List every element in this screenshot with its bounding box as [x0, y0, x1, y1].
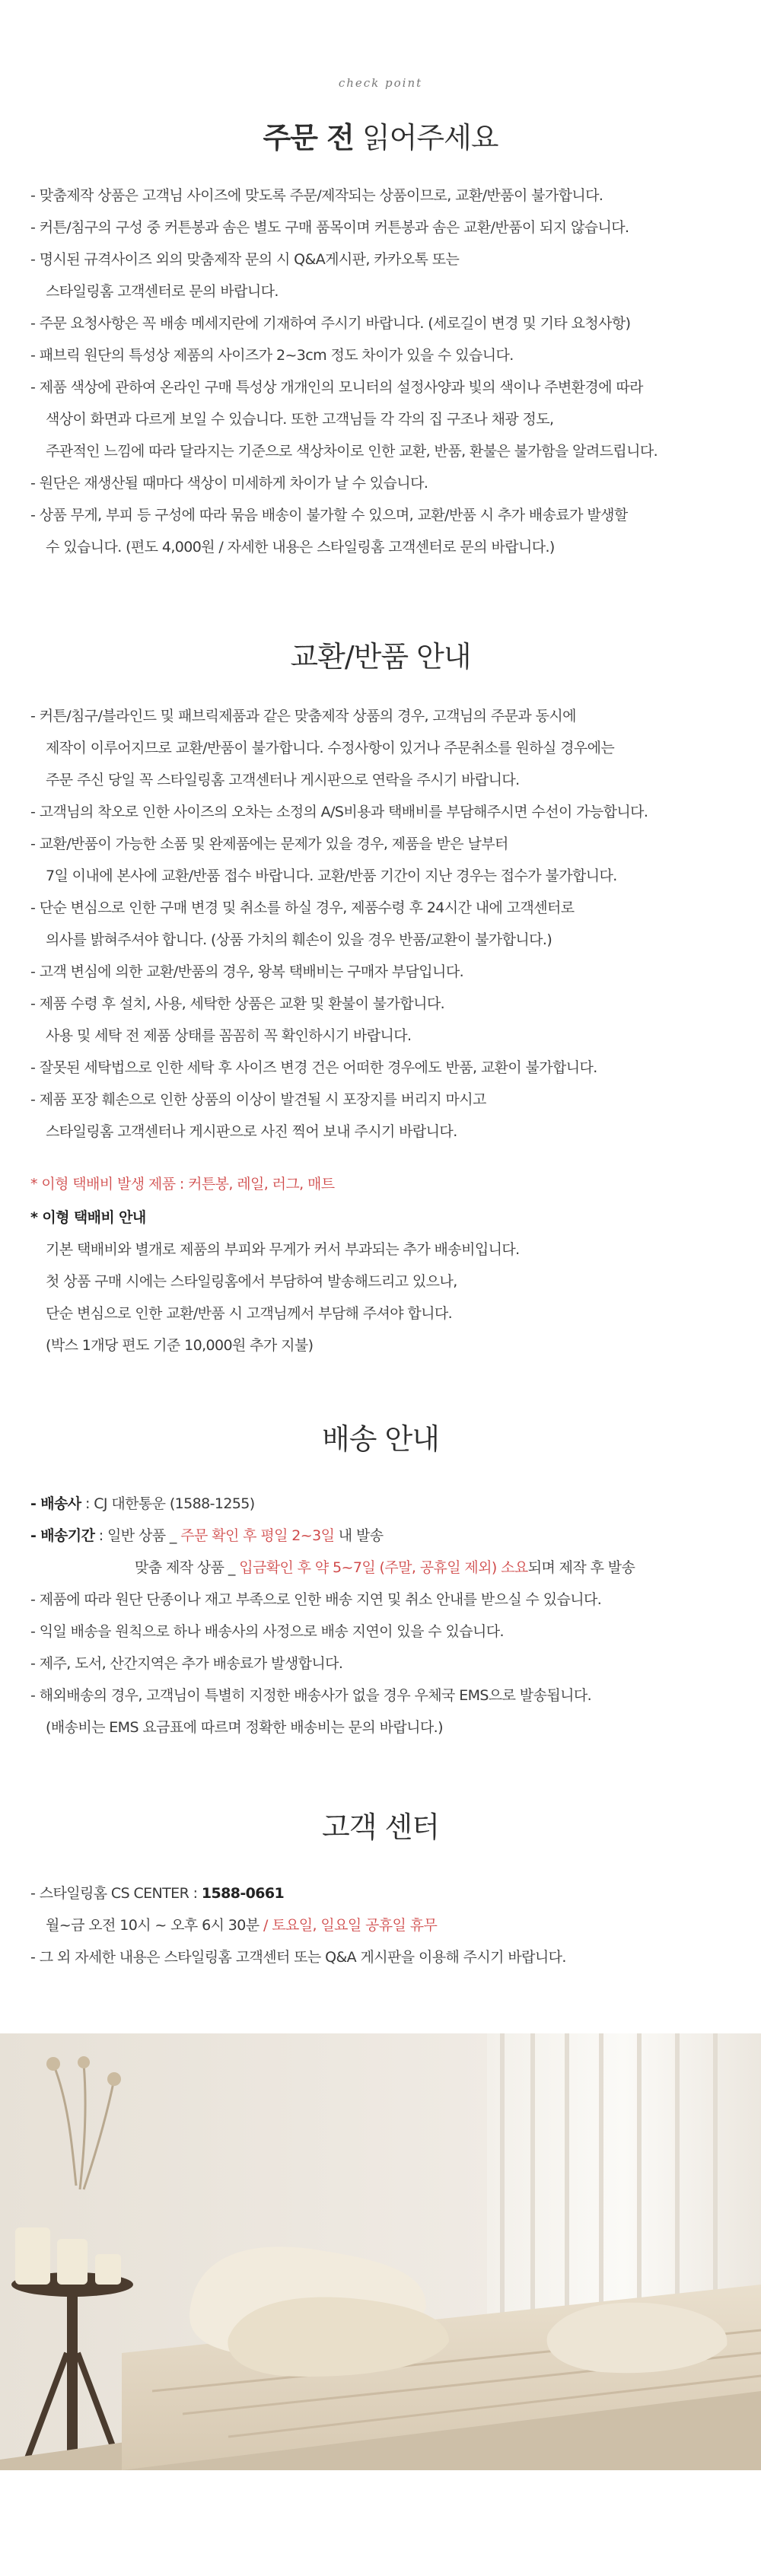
- before-order-list: [30, 180, 738, 563]
- hours-row: [30, 1909, 738, 1941]
- check-point-script: check point: [338, 76, 423, 90]
- list-item: 스타일링홈 고객센터나 게시판으로 사진 찍어 보내 주시기 바랍니다.: [46, 1123, 457, 1140]
- list-item: (박스 1개당 편도 기준 10,000원 추가 지불): [46, 1337, 314, 1354]
- list-item: - 고객 변심에 의한 교환/반품의 경우, 왕복 택배비는 구매자 부담입니다.: [30, 963, 464, 980]
- period-custom-prefix: 맞춤 제작 상품 _: [135, 1559, 240, 1576]
- list-item: - 제품 수령 후 설치, 사용, 세탁한 상품은 교환 및 환불이 불가합니다.: [30, 995, 445, 1012]
- cs-row: [30, 1877, 738, 1909]
- section-title-shipping: 배송 안내: [322, 1422, 439, 1456]
- list-item: 스타일링홈 고객센터로 문의 바랍니다.: [46, 283, 279, 300]
- list-item: 단순 변심으로 인한 교환/반품 시 고객님께서 부담해 주셔야 합니다.: [46, 1305, 453, 1322]
- list-item: - 원단은 재생산될 때마다 색상이 미세하게 차이가 날 수 있습니다.: [30, 475, 428, 492]
- exchange-return-list: [30, 700, 738, 1148]
- bedroom-photo: [0, 2033, 761, 2470]
- list-item: - 익일 배송을 원칙으로 하나 배송사의 사정으로 배송 지연이 있을 수 있습니다.: [30, 1623, 504, 1640]
- list-item: - 고객님의 착오로 인한 사이즈의 오차는 소정의 A/S비용과 택배비를 부담해주시면 수선이 가능합니다.: [30, 804, 648, 820]
- list-item: 주관적인 느낌에 따라 달라지는 기준으로 색상차이로 인한 교환, 반품, 환불은 불가함을 알려드립니다.: [46, 443, 658, 460]
- extra-fee-heading: * 이형 택배비 안내: [30, 1209, 146, 1226]
- carrier-row: [30, 1488, 738, 1520]
- list-item: - 제품에 따라 원단 단종이나 재고 부족으로 인한 배송 지연 및 취소 안내를 받으실 수 있습니다.: [30, 1591, 602, 1608]
- title-bold: 주문 전: [263, 121, 354, 154]
- section-title-customer-center: 고객 센터: [322, 1810, 439, 1844]
- list-item: 색상이 화면과 다르게 보일 수 있습니다. 또한 고객님들 각 각의 집 구조나 채광 정도,: [46, 411, 554, 428]
- list-item: - 맞춤제작 상품은 고객님 사이즈에 맞도록 주문/제작되는 상품이므로, 교환/반품이 불가합니다.: [30, 187, 603, 204]
- list-item: 7일 이내에 본사에 교환/반품 접수 바랍니다. 교환/반품 기간이 지난 경우는 접수가 불가합니다.: [46, 868, 617, 884]
- list-item: - 패브릭 원단의 특성상 제품의 사이즈가 2~3cm 정도 차이가 있을 수 있습니다.: [30, 347, 514, 364]
- list-item: - 상품 무게, 부피 등 구성에 따라 묶음 배송이 불가할 수 있으며, 교환/반품 시 추가 배송료가 발생할: [30, 507, 628, 524]
- list-item: - 잘못된 세탁법으로 인한 세탁 후 사이즈 변경 건은 어떠한 경우에도 반품, 교환이 불가합니다.: [30, 1059, 597, 1076]
- period-general-highlight: 주문 확인 후 평일 2~3일: [180, 1527, 335, 1544]
- carrier-label: - 배송사: [30, 1495, 81, 1512]
- customer-center-list: [30, 1877, 738, 1973]
- list-item: 제작이 이루어지므로 교환/반품이 불가합니다. 수정사항이 있거나 주문취소를 원하실 경우에는: [46, 740, 615, 756]
- list-item: 의사를 밝혀주셔야 합니다. (상품 가치의 훼손이 있을 경우 반품/교환이 불가합니다.): [46, 931, 552, 948]
- list-item: - 제품 포장 훼손으로 인한 상품의 이상이 발견될 시 포장지를 버리지 마시고: [30, 1091, 486, 1108]
- list-item: 첫 상품 구매 시에는 스타일링홈에서 부담하여 발송해드리고 있으나,: [46, 1273, 457, 1290]
- period-general-suffix: 내 발송: [334, 1527, 384, 1544]
- cs-note: - 그 외 자세한 내용은 스타일링홈 고객센터 또는 Q&A 게시판을 이용해 주시기 바랍니다.: [30, 1949, 566, 1966]
- hours-closed: / 토요일, 일요일 공휴일 휴무: [263, 1917, 438, 1934]
- list-item: - 해외배송의 경우, 고객님이 특별히 지정한 배송사가 없을 경우 우체국 EMS으로 발송됩니다.: [30, 1687, 592, 1704]
- period-custom-row: [30, 1552, 738, 1584]
- cs-prefix: - 스타일링홈 CS CENTER :: [30, 1885, 202, 1902]
- period-row: [30, 1520, 738, 1552]
- extra-fee-block: [30, 1168, 738, 1361]
- carrier-value: : CJ 대한통운 (1588-1255): [81, 1495, 255, 1512]
- list-item: 주문 주신 당일 꼭 스타일링홈 고객센터나 게시판으로 연락을 주시기 바랍니다.: [46, 772, 520, 788]
- shipping-list: [30, 1488, 738, 1743]
- hours-text: 월~금 오전 10시 ~ 오후 6시 30분: [46, 1917, 263, 1934]
- list-item: - 명시된 규격사이즈 외의 맞춤제작 문의 시 Q&A게시판, 카카오톡 또는: [30, 251, 460, 268]
- period-custom-suffix: 되며 제작 후 발송: [527, 1559, 635, 1576]
- list-item: 사용 및 세탁 전 제품 상태를 꼼꼼히 꼭 확인하시기 바랍니다.: [46, 1027, 412, 1044]
- extra-fee-items: * 이형 택배비 발생 제품 : 커튼봉, 레일, 러그, 매트: [30, 1176, 335, 1192]
- list-item: - 단순 변심으로 인한 구매 변경 및 취소를 하실 경우, 제품수령 후 24시간 내에 고객센터로: [30, 900, 575, 916]
- list-item: - 교환/반품이 가능한 소품 및 완제품에는 문제가 있을 경우, 제품을 받은 날부터: [30, 836, 508, 852]
- list-item: - 제품 색상에 관하여 온라인 구매 특성상 개개인의 모니터의 설정사양과 빛의 색이나 주변환경에 따라: [30, 379, 643, 396]
- list-item: - 커튼/침구/블라인드 및 패브릭제품과 같은 맞춤제작 상품의 경우, 고객님의 주문과 동시에: [30, 708, 576, 724]
- title-rest: 읽어주세요: [353, 121, 498, 154]
- list-item: (배송비는 EMS 요금표에 따르며 정확한 배송비는 문의 바랍니다.): [46, 1719, 443, 1736]
- list-item: 수 있습니다. (편도 4,000원 / 자세한 내용은 스타일링홈 고객센터로 문의 바랍니다.): [46, 539, 555, 556]
- cs-phone-number: 1588-0661: [201, 1885, 285, 1902]
- list-item: - 커튼/침구의 구성 중 커튼봉과 솜은 별도 구매 품목이며 커튼봉과 솜은 교환/반품이 되지 않습니다.: [30, 219, 629, 236]
- list-item: - 주문 요청사항은 꼭 배송 메세지란에 기재하여 주시기 바랍니다. (세로길이 변경 및 기타 요청사항): [30, 315, 631, 332]
- bedroom-illustration: [0, 2033, 761, 2470]
- section-title-exchange-return: 교환/반품 안내: [290, 640, 471, 673]
- list-item: - 제주, 도서, 산간지역은 추가 배송료가 발생합니다.: [30, 1655, 343, 1672]
- period-label: - 배송기간: [30, 1527, 95, 1544]
- period-custom-highlight: 입금확인 후 약 5~7일 (주말, 공휴일 제외) 소요: [239, 1559, 528, 1576]
- section-title-before-order: [0, 114, 761, 156]
- period-general-prefix: : 일반 상품 _: [94, 1527, 181, 1544]
- list-item: 기본 택배비와 별개로 제품의 부피와 무게가 커서 부과되는 추가 배송비입니다.: [46, 1241, 520, 1258]
